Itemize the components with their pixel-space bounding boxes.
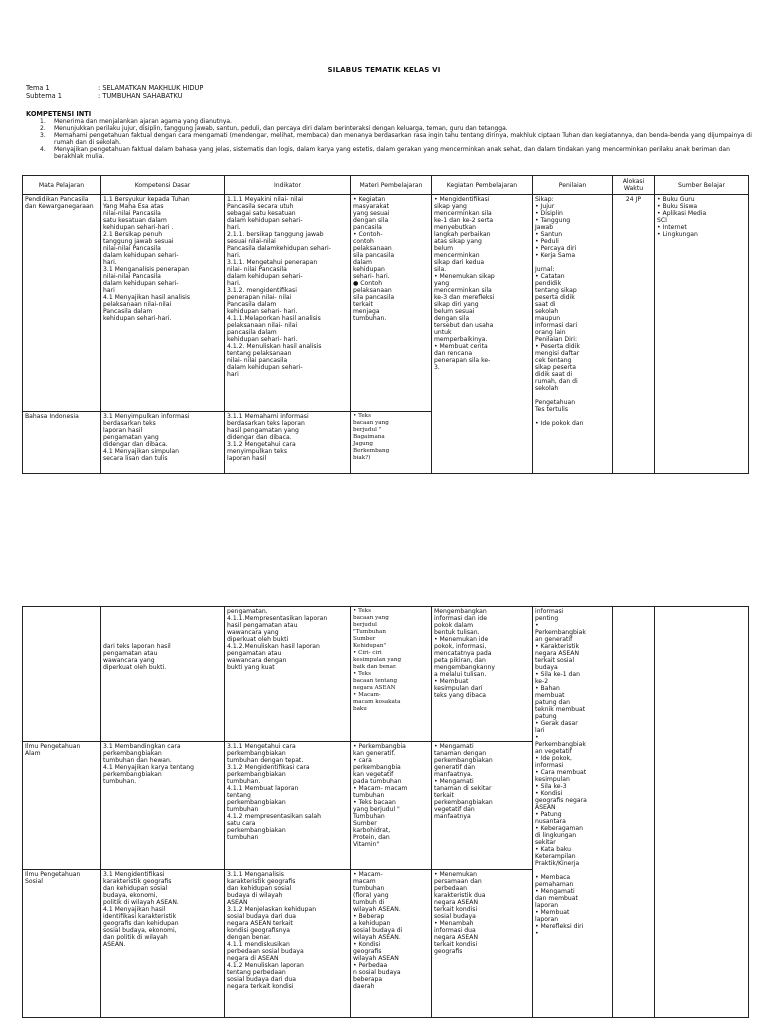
alokasi-cell: 24 JP: [613, 195, 655, 474]
materi-cell: • Macam- macam tumbuhan (flora) yang tumbuh di wilayah ASEAN. • Beberap a kehidupan sosial budaya di wilayah ASEAN. • Kondisi geografis wilayah ASEAN • Perbedaa n sosial budaya beberapa daerah: [351, 870, 432, 1018]
ki-item: [40, 125, 752, 132]
header-cell: Indikator: [225, 176, 351, 195]
header-cell: Sumber Belajar: [655, 176, 749, 195]
header-cell: Penilaian: [533, 176, 613, 195]
sumber-cell: • Buku Guru • Buku Siswa • Aplikasi Media SCI • Internet • Lingkungan: [655, 195, 749, 474]
table-row: [23, 607, 749, 742]
ki-text: Menerima dan menjalankan ajaran agama yang dianutnya.: [54, 118, 232, 125]
header-cell: Materi Pembelajaran: [351, 176, 432, 195]
kegiatan-cell: • Menemukan persamaan dan perbedaan karakteristik dua negara ASEAN terkait kondisi sosial budaya • Menambah informasi dua negara ASEAN terkait kondisi geografis: [432, 870, 533, 1018]
kd-cell: 3.1 Mengidentifikasi karakteristik geografis dan kehidupan sosial budaya, ekonomi, politik di wilayah ASEAN. 4.1 Menyajikan hasil identifikasi karakteristik geografis dan kehidupan sosial budaya, ekonomi, dan politik di wilayah ASEAN.: [101, 870, 225, 1018]
ki-heading: KOMPETENSI INTI: [26, 110, 92, 118]
materi-cell: • Teks bacaan yang berjudul " Bagaimana Jagung Berkembang biak?): [351, 412, 432, 474]
materi-cell: • Teks bacaan yang berjudul "Tumbuhan Sumber Kehidupan" • Ciri- ciri kesimpulan yang baik dan benar. • Teks bacaan tentang negara ASEAN • Macam- macam kosakata baku: [351, 607, 432, 742]
header-cell: Mata Pelajaran: [23, 176, 101, 195]
meta-key: Tema 1: [26, 84, 50, 92]
ki-list: [40, 118, 752, 160]
mapel-cell: Pendidikan Pancasila dan Kewarganegaraan: [23, 195, 101, 412]
meta-key: Subtema 1: [26, 92, 62, 100]
header-row: [23, 176, 749, 195]
mapel-cell: [23, 607, 101, 742]
kegiatan-cell: Mengembangkan informasi dan ide pokok dalam bentuk tulisan. • Menemukan ide pokok, informasi, mencatatnya pada peta pikiran, dan mengembangkanny a melalui tulisan. • Membuat kesimpulan dari teks yang dibaca: [432, 607, 533, 742]
header-cell: Alokasi Waktu: [613, 176, 655, 195]
indikator-cell: 3.1.1 Mengetahui cara perkembangbiakan tumbuhan dengan tepat. 3.1.2 Mengidentifikasi cara perkembangbiakan tumbuhan. 4.1.1 Membuat laporan tentang perkembangbiakan tumbuhan 4.1.2 mempresentasikan salah satu cara perkembangbiakan tumbuhan: [225, 742, 351, 870]
kd-cell: 3.1 Menyimpulkan informasi berdasarkan teks laporan hasil pengamatan yang didengar dan dibaca. 4.1 Menyajikan simpulan secara lisan dan tulis: [101, 412, 225, 474]
meta-row-tema: [26, 84, 203, 92]
header-cell: Kegiatan Pembelajaran: [432, 176, 533, 195]
ki-num: 3.: [40, 132, 46, 139]
meta-value: : SELAMATKAN MAKHLUK HIDUP: [98, 84, 204, 92]
indikator-cell: 3.1.1 Memahami informasi berdasarkan teks laporan hasil pengamatan yang didengar dan dibaca. 3.1.2 Mengetahui cara menyimpulkan teks laporan hasil: [225, 412, 351, 474]
kd-cell: 1.1 Bersyukur kepada Tuhan Yang Maha Esa atas nilai-nilai Pancasila satu kesatuan dalam kehidupan sehari-hari . 2.1 Bersikap penuh tanggung jawab sesuai nilai-nilai Pancasila dalam kehidupan sehari- hari. 3.1 Menganalisis penerapan nilai-nilai Pancasila dalam kehidupan sehari- hari 4.1 Menyajikan hasil analisis pelaksanaan nilai-nilai Pancasila dalam kehidupan sehari-hari.: [101, 195, 225, 412]
penilaian-cell: informasi penting • Perkembangbiak an generatif • Karakteristik negara ASEAN terkait sosial budaya • Sila ke-1 dan ke-2 • Bahan membuat patung dan teknik membuat patung • Gerak dasar lari • Perkembangbiak an vegetatif • Ide pokok, informasi • Cara membuat kesimpulan • Sila ke-3 • Kondisi geografis negara ASEAN • Patung nusantara • Keberagaman di lingkungan sekitar • Kata baku Keterampilan Praktik/Kinerja • Membaca pemahaman • Mengamati dan membuat laporan • Membuat laporan • Merefleksi diri •: [533, 607, 613, 1018]
ki-num: 2.: [40, 125, 46, 132]
ki-item: [40, 146, 752, 160]
ki-item: [40, 132, 752, 146]
kd-cell: dari teks laporan hasil pengamatan atau wawancara yang diperkuat oleh bukti.: [101, 607, 225, 742]
penilaian-cell: Sikap: • Jujur • Disiplin • Tanggung Jawab • Santun • Peduli • Percaya diri • Kerja Sama Jurnal: • Catatan pendidik tentang sikap peserta didik saat di sekolah maupun informasi dari orang lain Penilaian Diri: • Peserta didik mengisi daftar cek tentang sikap peserta didik saat di rumah, dan di sekolah Pengetahuan Tes tertulis • Ide pokok dan: [533, 195, 613, 474]
mapel-cell: Ilmu Pengetahuan Alam: [23, 742, 101, 870]
meta-row-subtema: [26, 92, 203, 100]
indikator-cell: 3.1.1 Menganalisis karakteristik geografis dan kehidupan sosial budaya di wilayah ASEAN 3.1.2 Menjelaskan kehidupan sosial budaya dari dua negara ASEAN terkait kondisi geografisnya dengan benar. 4.1.1 mendiskusikan perbedaan sosial budaya negara di ASEAN 4.1.2 Menuliskan laporan tentang perbedaan sosial budaya dari dua negara terkait kondisi: [225, 870, 351, 1018]
ki-text: Memahami pengetahuan faktual dengan cara mengamati (mendengar, melihat, membaca) dan menanya berdasarkan rasa ingin tahu tentang dirinya, makhluk ciptaan Tuhan dan kegiatannya, dan benda-benda yang dijumpainya di rumah dan di sekolah.: [54, 132, 752, 146]
mapel-cell: Ilmu Pengetahuan Sosial: [23, 870, 101, 1018]
indikator-cell: 1.1.1 Meyakini nilai- nilai Pancasila secara utuh sebagai satu kesatuan dalam kehidupan sehari- hari. 2.1.1. bersikap tanggung jawab sesuai nilai-nilai Pancasila dalamkehidupan sehari- hari. 3.1.1. Mengetahui penerapan nilai- nilai Pancasila dalam kehidupan sehari- hari. 3.1.2. mengidentifikasi penerapan nilai- nilai Pancasila dalam kehidupan sehari- hari. 4.1.1.Melaporkan hasil analisis pelaksanaan nilai- nilai pancasila dalam kehidupan sehari- hari. 4.1.2. Menuliskan hasil analisis tentang pelaksanaan nilai- nilai pancasila dalam kehidupan sehari- hari: [225, 195, 351, 412]
materi-cell: • Kegiatan masyarakat yang sesuai dengan sila pancasila • Contoh- contoh pelaksanaan sila pancasila dalam kehidupan sehari- hari. ● Contoh pelaksanaan sila pancasila terkait menjaga tumbuhan.: [351, 195, 432, 412]
ki-item: [40, 118, 752, 125]
kd-cell: 3.1 Membandingkan cara perkembangbiakan tumbuhan dan hewan. 4.1 Menyajikan karya tentang perkembangbiakan tumbuhan.: [101, 742, 225, 870]
table-row: [23, 195, 749, 412]
kegiatan-cell: • Mengamati tanaman dengan perkembangbiakan generatif dan manfaatnya. • Mengamati tanaman di sekitar terkait perkembangbiakan vegetatif dan manfaatnya: [432, 742, 533, 870]
header-cell: Kompetensi Dasar: [101, 176, 225, 195]
alokasi-cell: [613, 607, 655, 1018]
syllabus-table-page-2: [22, 606, 749, 1018]
theme-meta: [26, 84, 203, 100]
ki-text: Menunjukkan perilaku jujur, disiplin, tanggung jawab, santun, peduli, dan percaya diri dalam berinteraksi dengan keluarga, teman, guru dan tetangga.: [54, 125, 508, 132]
document-title: SILABUS TEMATIK KELAS VI: [327, 66, 441, 74]
indikator-cell: pengamatan. 4.1.1.Mempresentasikan laporan hasil pengamatan atau wawancara yang diperkuat oleh bukti 4.1.2.Menuliskan hasil laporan pengamatan atau wawancara dengan bukti yang kuat: [225, 607, 351, 742]
ki-num: 1.: [40, 118, 46, 125]
meta-value: : TUMBUHAN SAHABATKU: [98, 92, 183, 100]
materi-cell: • Perkembangbia kan generatif. • cara perkembangbia kan vegetatif pada tumbuhan • Macam- macam tumbuhan • Teks bacaan yang berjudul " Tumbuhan Sumber karbohidrat, Protein, dan Vitamin": [351, 742, 432, 870]
ki-text: Menyajikan pengetahuan faktual dalam bahasa yang jelas, sistematis dan logis, dalam karya yang estetis, dalam gerakan yang mencerminkan anak sehat, dan dalam tindakan yang mencerminkan perilaku anak beriman dan berakhlak mulia.: [54, 146, 730, 160]
ki-num: 4.: [40, 146, 46, 153]
kegiatan-cell: • Mengidentifikasi sikap yang mencerminkan sila ke-1 dan ke-2 serta menyebutkan langkah perbaikan atas sikap yang belum mencerminkan sikap dari kedua sila. • Menemukan sikap yang mencerminkan sila ke-3 dan merefleksi sikap diri yang belum sesuai dengan sila tersebut dan usaha untuk memperbaikinya. • Membuat cerita dan rencana penerapan sila ke- 3.: [432, 195, 533, 474]
sumber-cell: [655, 607, 749, 1018]
mapel-cell: Bahasa Indonesia: [23, 412, 101, 474]
syllabus-table-page-1: [22, 175, 749, 474]
